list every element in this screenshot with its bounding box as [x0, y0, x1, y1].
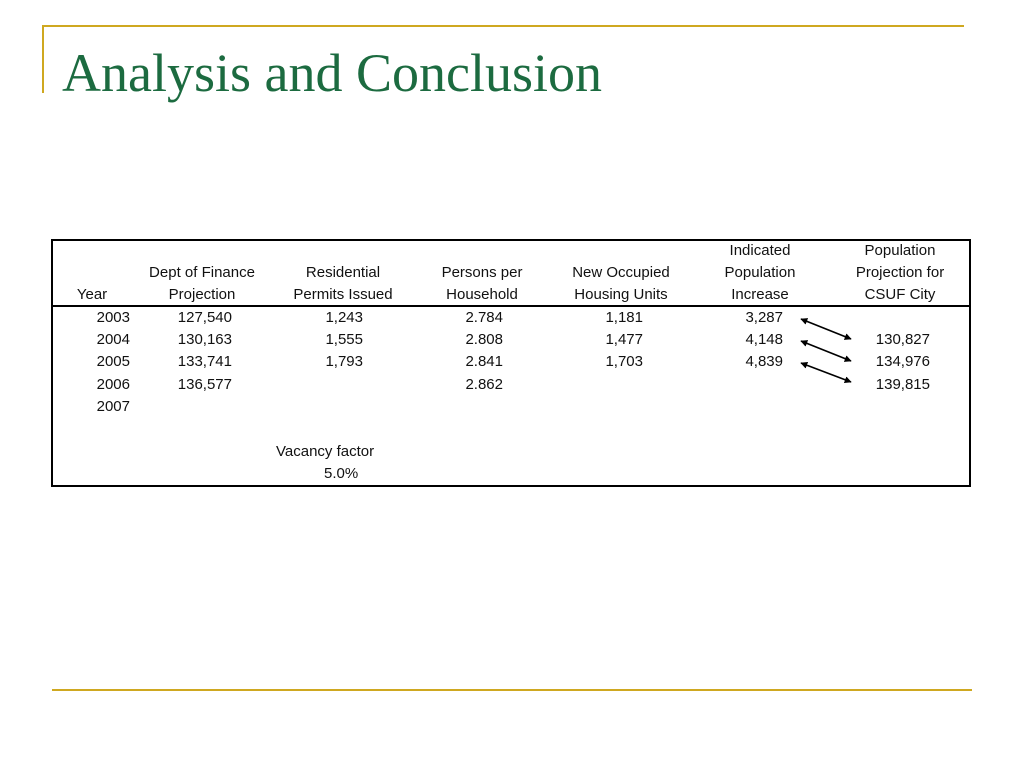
bottom-accent-rule: [52, 689, 972, 691]
cell-permits-2005: 1,793: [325, 353, 363, 370]
header-increase-line3: Increase: [731, 286, 789, 303]
header-dof-line1: Dept of Finance: [149, 264, 255, 281]
header-year: Year: [76, 286, 108, 303]
header-projection-line1: Population: [864, 242, 936, 259]
header-permits-line2: Permits Issued: [293, 286, 393, 303]
slide-title: Analysis and Conclusion: [62, 43, 602, 103]
header-units-line2: Housing Units: [574, 286, 668, 303]
cell-projection-2006: 139,815: [875, 376, 930, 393]
header-projection-line2: Projection for: [855, 264, 945, 281]
left-accent-rule: [42, 25, 44, 93]
header-units-line1: New Occupied: [572, 264, 670, 281]
header-increase-line2: Population: [724, 264, 796, 281]
header-pph-line2: Household: [446, 286, 518, 303]
cell-dof-2004: 130,163: [177, 331, 232, 348]
cell-units-2005: 1,703: [605, 353, 643, 370]
cell-increase-2003: 3,287: [745, 309, 783, 326]
cell-permits-2003: 1,243: [325, 309, 363, 326]
header-projection-line3: CSUF City: [864, 286, 936, 303]
cell-dof-2006: 136,577: [177, 376, 232, 393]
header-permits-line1: Residential: [305, 264, 381, 281]
header-pph-line1: Persons per: [441, 264, 523, 281]
cell-pph-2003: 2.784: [465, 309, 503, 326]
cell-units-2004: 1,477: [605, 331, 643, 348]
cell-dof-2003: 127,540: [177, 309, 232, 326]
cell-increase-2004: 4,148: [745, 331, 783, 348]
header-increase-line1: Indicated: [729, 242, 791, 259]
vacancy-factor-label: Vacancy factor: [276, 443, 375, 460]
cell-year-2007: 2007: [96, 398, 130, 415]
cell-permits-2004: 1,555: [325, 331, 363, 348]
cell-year-2005: 2005: [96, 353, 130, 370]
cell-year-2004: 2004: [96, 331, 130, 348]
cell-units-2003: 1,181: [605, 309, 643, 326]
header-dof-line2: Projection: [168, 286, 236, 303]
cell-projection-2005: 134,976: [875, 353, 930, 370]
cell-pph-2006: 2.862: [465, 376, 503, 393]
cell-projection-2004: 130,827: [875, 331, 930, 348]
cell-pph-2005: 2.841: [465, 353, 503, 370]
cell-year-2003: 2003: [96, 309, 130, 326]
cell-year-2006: 2006: [96, 376, 130, 393]
top-accent-rule: [43, 25, 964, 27]
cell-increase-2005: 4,839: [745, 353, 783, 370]
cell-dof-2005: 133,741: [177, 353, 232, 370]
cell-pph-2004: 2.808: [465, 331, 503, 348]
vacancy-factor-value: 5.0%: [324, 465, 359, 482]
